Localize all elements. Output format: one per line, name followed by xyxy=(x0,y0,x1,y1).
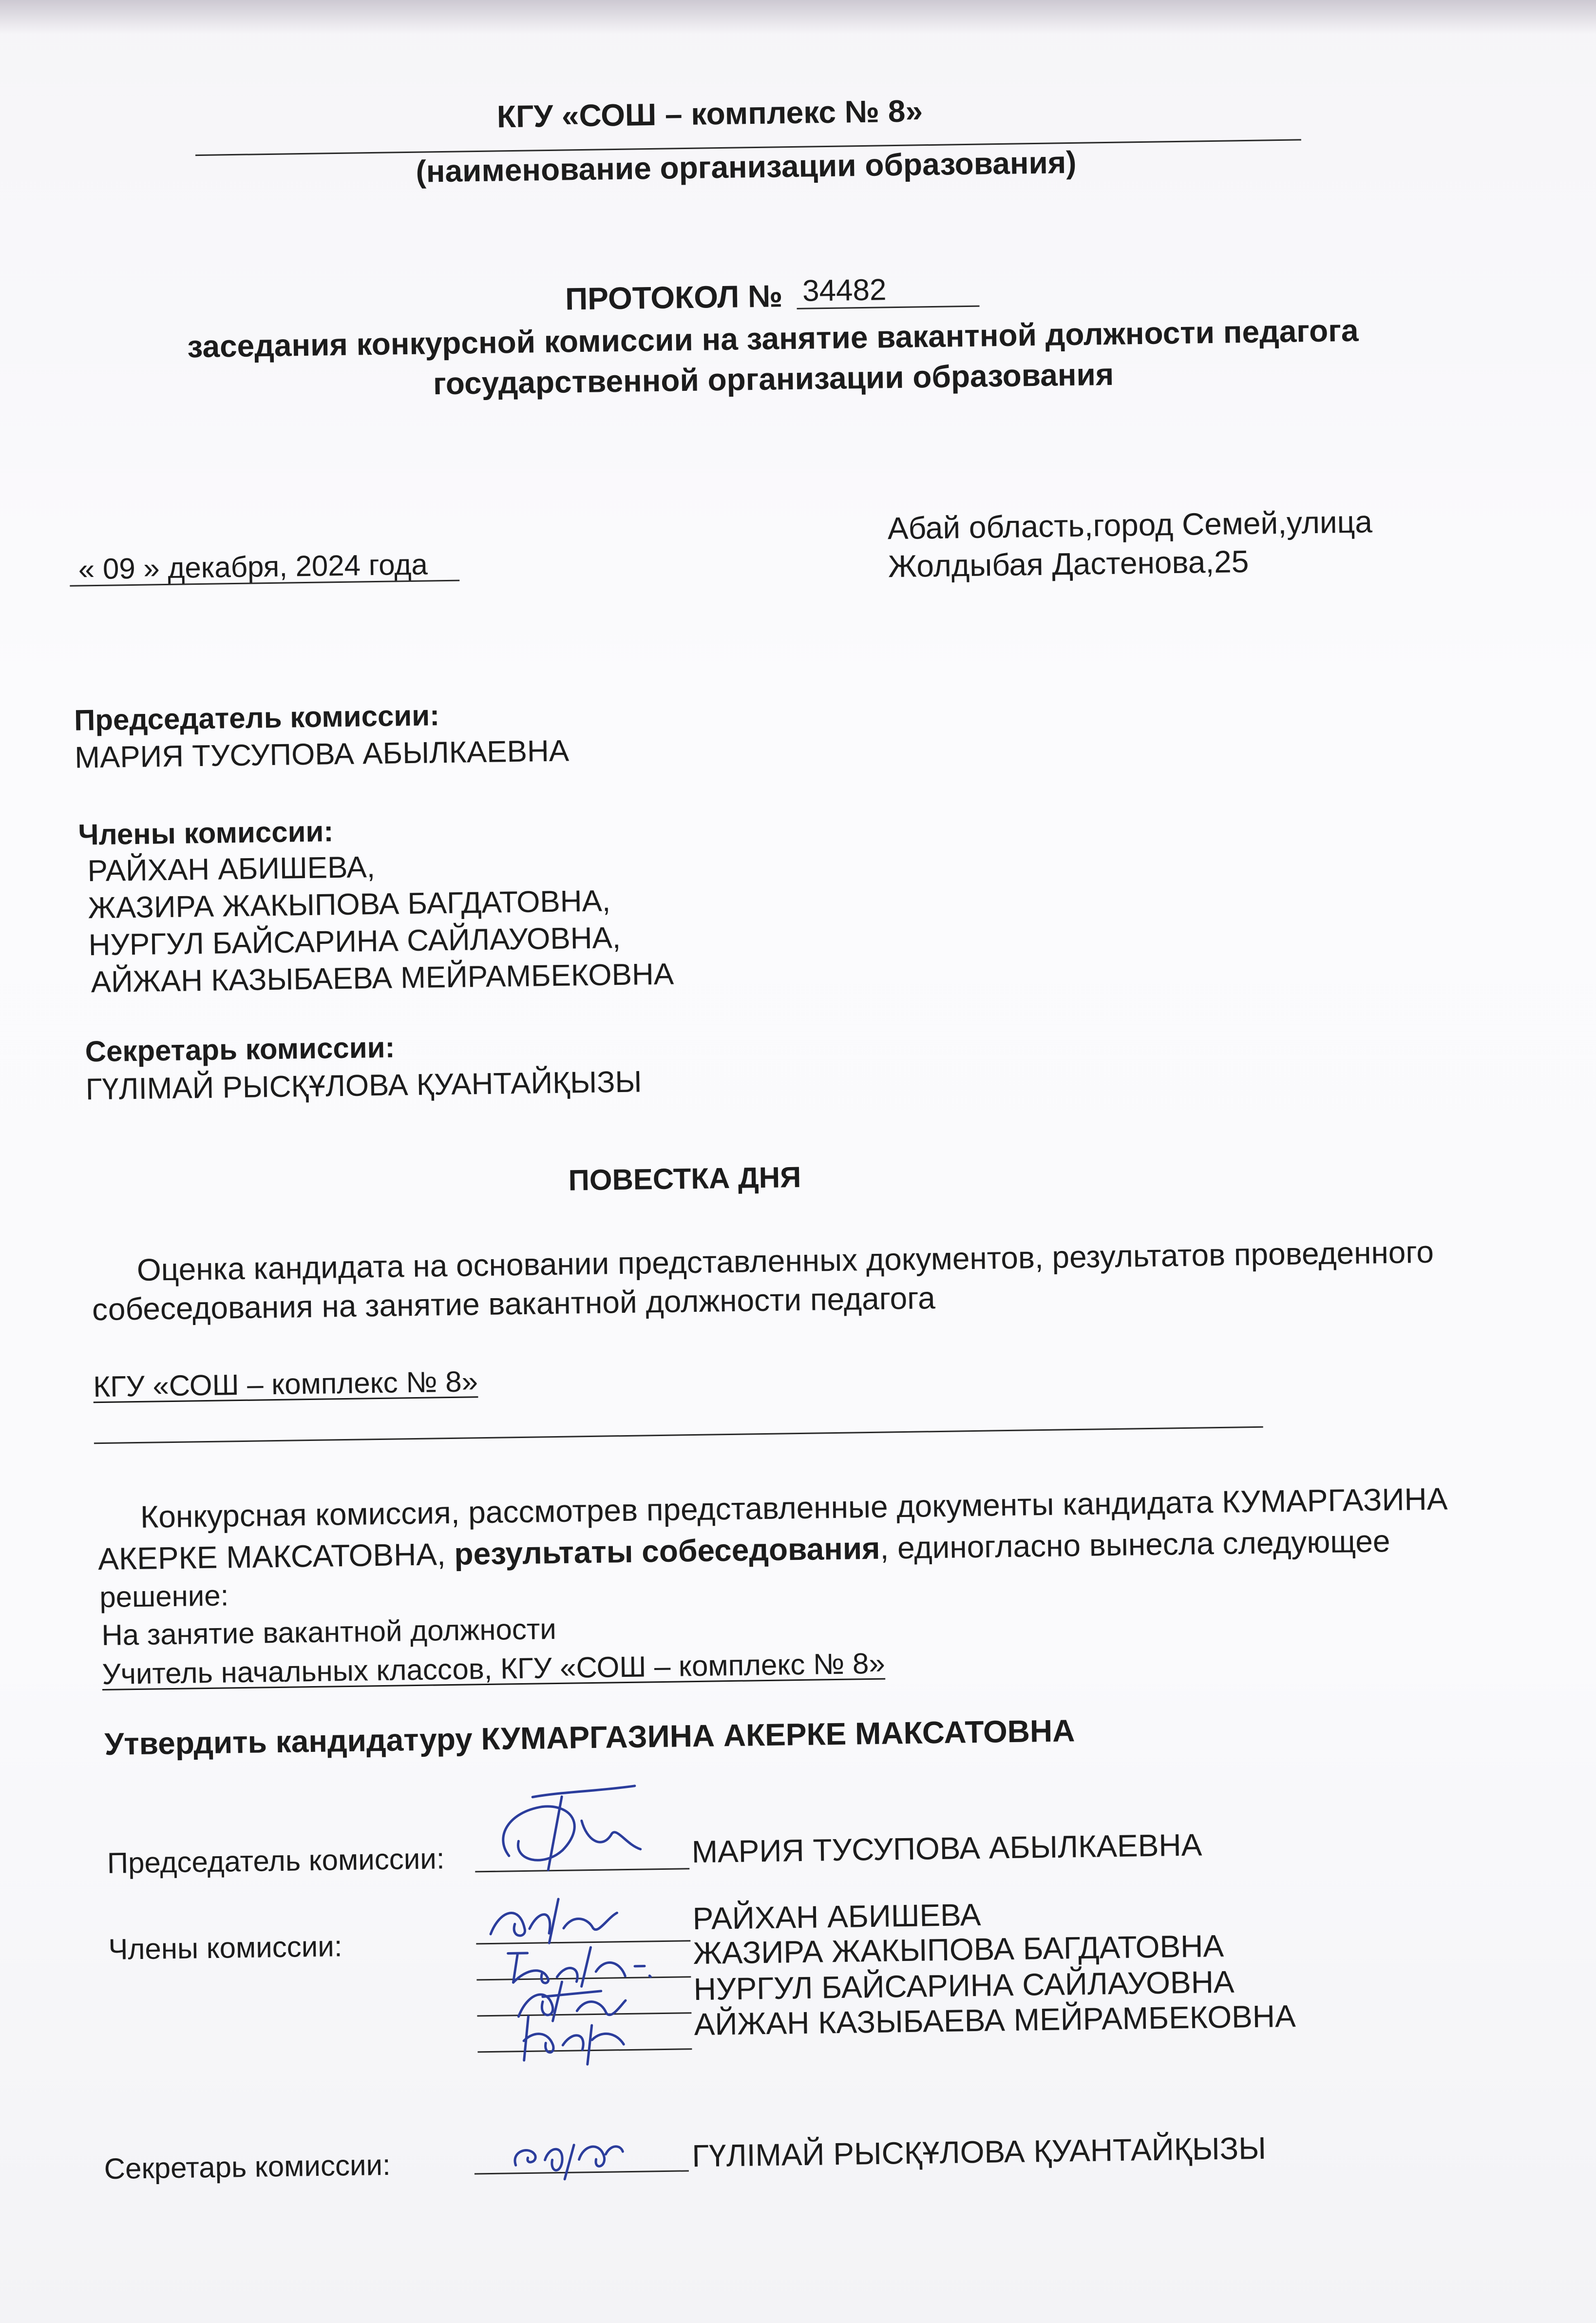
decision-line1: Конкурсная комиссия, рассмотрев представленные документы кандидата КУМАРГАЗИНА xyxy=(140,1481,1448,1535)
secretary-signature-image xyxy=(501,2125,628,2190)
sign-chair-label: Председатель комиссии: xyxy=(107,1842,445,1880)
agenda-text-line1: Оценка кандидата на основании представленных документов, результатов проведенного xyxy=(136,1234,1434,1287)
agenda-heading: ПОВЕСТКА ДНЯ xyxy=(568,1160,801,1197)
member-1: РАЙХАН АБИШЕВА, xyxy=(87,850,376,888)
sign-member-2-name: ЖАЗИРА ЖАКЫПОВА БАГДАТОВНА xyxy=(693,1928,1224,1971)
member-4-signature-image xyxy=(513,2005,631,2070)
chair-name: МАРИЯ ТУСУПОВА АБЫЛКАЕВНА xyxy=(74,734,570,775)
decision-line3: решение: xyxy=(99,1579,229,1614)
address-line1: Абай область,город Семей,улица xyxy=(887,504,1373,546)
protocol-number: 34482 xyxy=(802,273,887,308)
agenda-rule xyxy=(94,1426,1263,1444)
agenda-text-line2: собеседования на занятие вакантной должности педагога xyxy=(92,1280,936,1327)
chair-label: Председатель комиссии: xyxy=(74,699,440,737)
sign-members-label: Члены комиссии: xyxy=(108,1930,342,1966)
protocol-label: ПРОТОКОЛ № xyxy=(565,278,783,317)
sign-secretary-label: Секретарь комиссии: xyxy=(104,2148,391,2186)
agenda-organization: КГУ «СОШ – комплекс № 8» xyxy=(93,1365,478,1403)
decision-line2-rest: , единогласно вынесла следующее xyxy=(879,1523,1390,1566)
chair-signature-image xyxy=(489,1776,651,1876)
decision-line4: На занятие вакантной должности xyxy=(101,1613,557,1652)
sign-secretary-name: ГҮЛІМАЙ РЫСҚҰЛОВА ҚУАНТАЙҚЫЗЫ xyxy=(691,2130,1267,2174)
sign-member-1-name: РАЙХАН АБИШЕВА xyxy=(692,1897,981,1937)
protocol-date: « 09 » декабря, 2024 года xyxy=(78,548,428,586)
header-organization: КГУ «СОШ – комплекс № 8» xyxy=(496,93,923,134)
interview-results: результаты собеседования xyxy=(454,1530,880,1572)
protocol-subtitle-line2: государственной организации образования xyxy=(433,356,1114,402)
secretary-name: ГҮЛІМАЙ РЫСҚҰЛОВА ҚУАНТАЙҚЫЗЫ xyxy=(85,1065,642,1107)
members-label: Члены комиссии: xyxy=(78,815,334,851)
candidate-name: АКЕРКЕ МАКСАТОВНА, xyxy=(97,1536,446,1577)
member-2: ЖАЗИРА ЖАКЫПОВА БАГДАТОВНА, xyxy=(88,884,611,925)
sign-chair-name: МАРИЯ ТУСУПОВА АБЫЛКАЕВНА xyxy=(691,1827,1202,1870)
decision-position: Учитель начальных классов, КГУ «СОШ – комплекс № 8» xyxy=(102,1647,886,1691)
member-3: НУРГУЛ БАЙСАРИНА САЙЛАУОВНА, xyxy=(88,921,621,962)
decision-approve: Утвердить кандидатуру КУМАРГАЗИНА АКЕРКЕ МАКСАТОВНА xyxy=(104,1713,1075,1762)
protocol-subtitle-line1: заседания конкурсной комиссии на занятие вакантной должности педагога xyxy=(187,312,1359,365)
secretary-label: Секретарь комиссии: xyxy=(85,1031,395,1068)
header-organization-caption: (наименование организации образования) xyxy=(416,144,1077,189)
sign-member-4-name: АЙЖАН КАЗЫБАЕВА МЕЙРАМБЕКОВНА xyxy=(694,1998,1296,2042)
sign-member-3-name: НУРГУЛ БАЙСАРИНА САЙЛАУОВНА xyxy=(693,1964,1235,2007)
address-line2: Жолдыбая Дастенова,25 xyxy=(888,543,1249,584)
member-4: АЙЖАН КАЗЫБАЕВА МЕЙРАМБЕКОВНА xyxy=(91,957,674,999)
